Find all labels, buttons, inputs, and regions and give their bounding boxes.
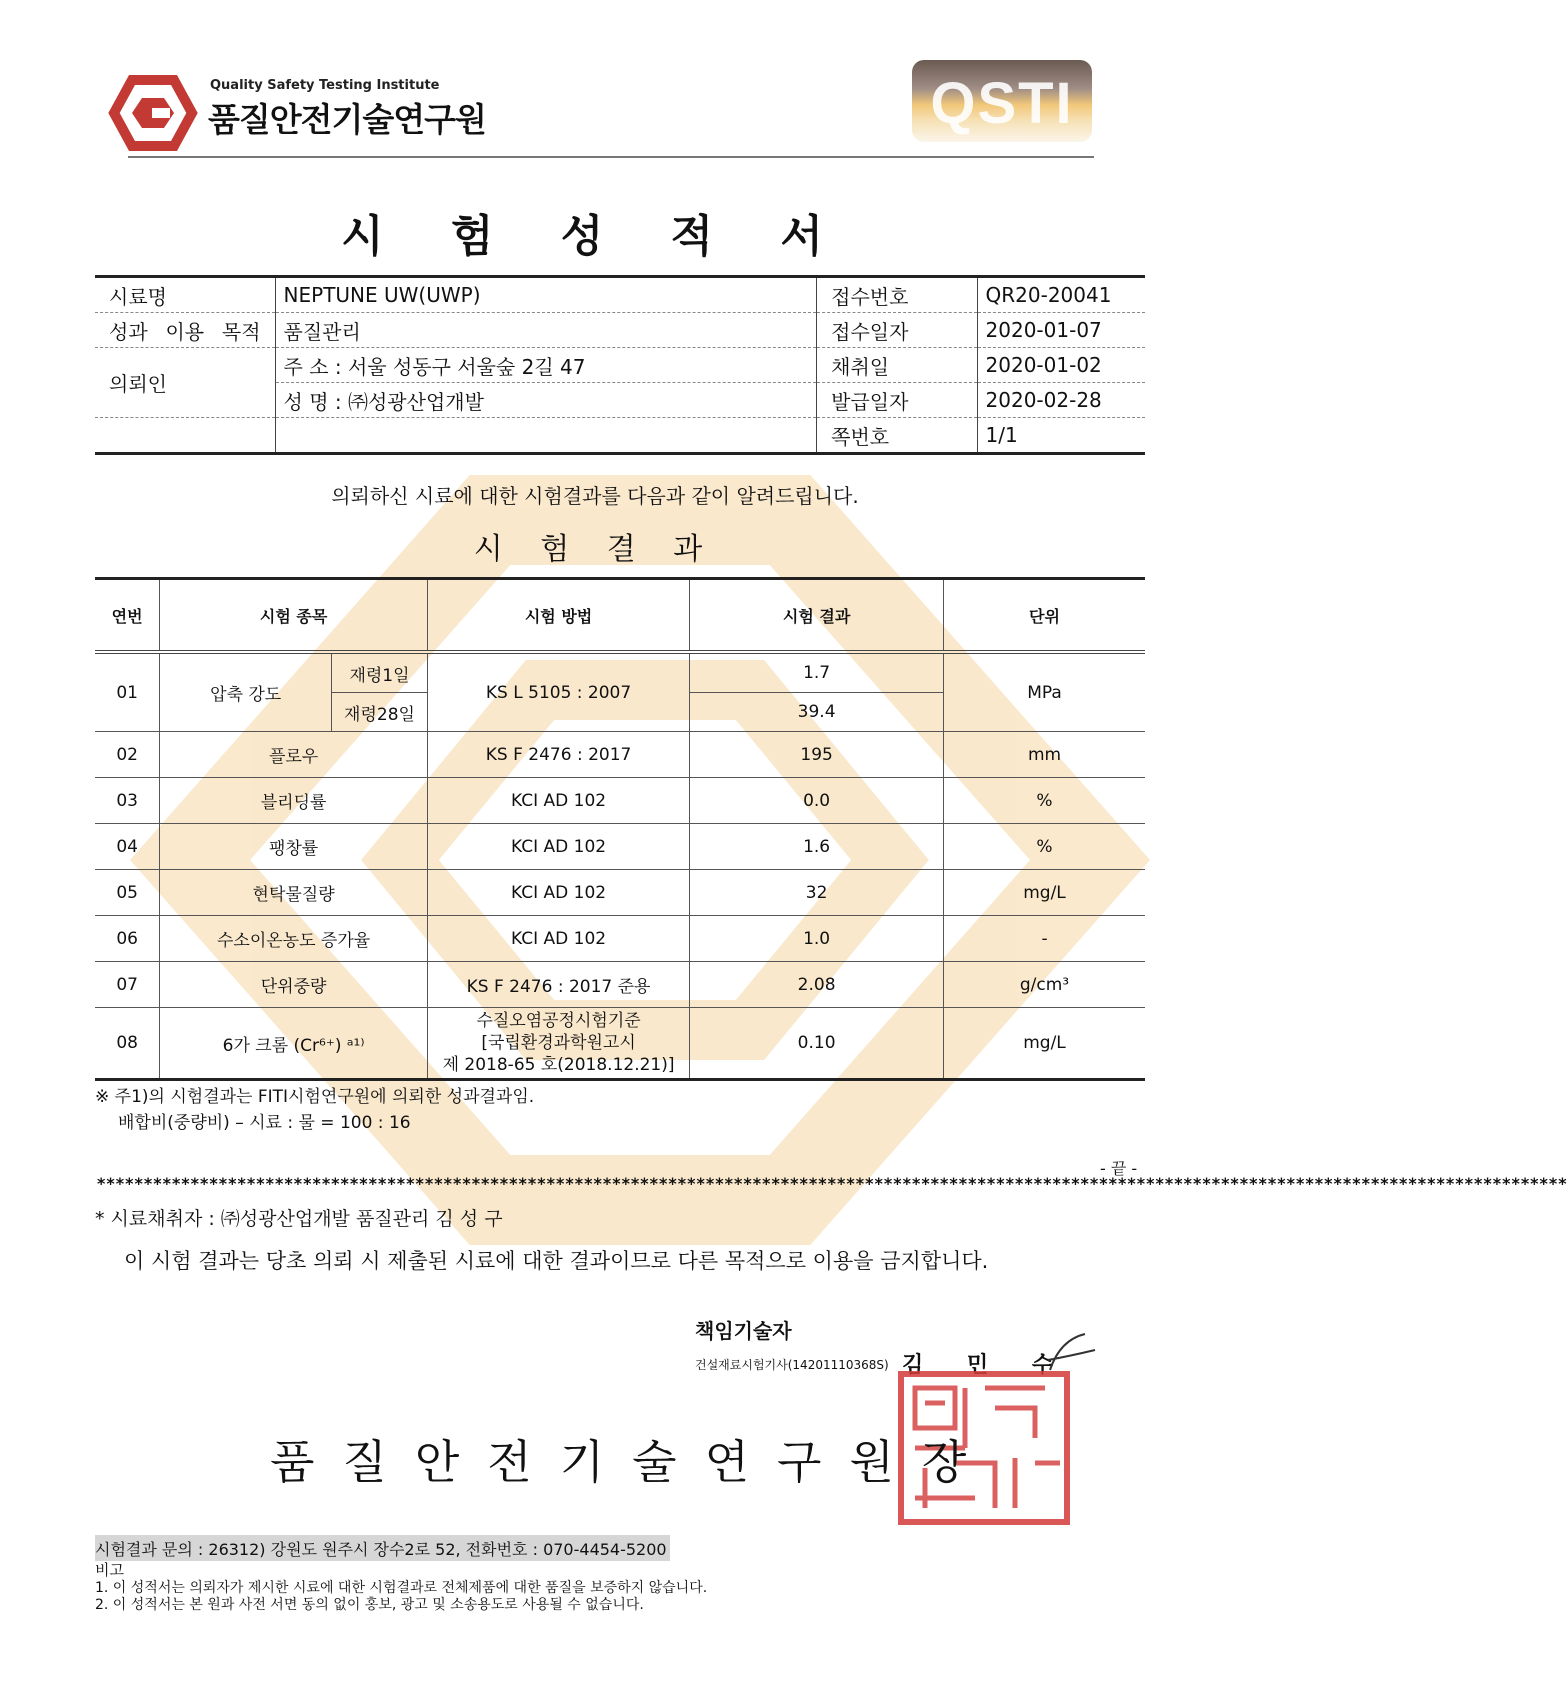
institute-logo <box>112 70 492 150</box>
client-name: 성 명 : ㈜성광산업개발 <box>275 383 817 418</box>
row-item: 수소이온농도 증가율 <box>160 916 428 962</box>
page-label: 쪽번호 <box>817 418 977 454</box>
row-no: 04 <box>95 824 160 870</box>
star-divider: ************************************************************************************************************************************************************* <box>97 1174 1568 1193</box>
receipt-date-label: 접수일자 <box>817 313 977 348</box>
page-number: 1/1 <box>977 418 1145 454</box>
quality-logo-icon <box>112 78 194 148</box>
mix-ratio-note: 배합비(중량비) – 시료 : 물 = 100 : 16 <box>118 1113 411 1133</box>
row-method: KCI AD 102 <box>427 916 689 962</box>
remark-1: 1. 이 성적서는 의뢰자가 제시한 시료에 대한 시험결과로 전체제품에 대한 품질을 보증하지 않습니다. <box>95 1580 708 1596</box>
row-no: 01 <box>95 652 160 732</box>
row-no: 02 <box>95 732 160 778</box>
row-result: 0.0 <box>690 778 944 824</box>
row-item: 압축 강도 <box>160 652 332 732</box>
row-result: 0.10 <box>690 1008 944 1080</box>
license-text: 건설재료시험기사(14201110368S) <box>695 1358 889 1372</box>
issue-date-label: 발급일자 <box>817 383 977 418</box>
row-no: 08 <box>95 1008 160 1080</box>
issue-date: 2020-02-28 <box>977 383 1145 418</box>
row-unit: % <box>944 824 1145 870</box>
table-row <box>95 962 1145 1008</box>
remark-2: 2. 이 성적서는 본 원과 사전 서면 동의 없이 홍보, 광고 및 소송용도로 사용될 수 없습니다. <box>95 1597 644 1613</box>
responsible-label: 책임기술자 <box>695 1319 792 1343</box>
row-no: 06 <box>95 916 160 962</box>
client-address: 주 소 : 서울 성동구 서울숲 2길 47 <box>275 348 817 383</box>
header-item: 시험 종목 <box>160 579 428 653</box>
empty-label <box>95 418 275 454</box>
row-no: 03 <box>95 778 160 824</box>
row-unit: % <box>944 778 1145 824</box>
client-label: 의뢰인 <box>95 348 275 418</box>
receipt-no-label: 접수번호 <box>817 277 977 313</box>
row-result: 2.08 <box>690 962 944 1008</box>
qsti-badge-text: QSTI <box>930 71 1074 136</box>
signer-name: 김 민 수 <box>902 1353 1072 1378</box>
row-item: 현탁물질량 <box>160 870 428 916</box>
row-unit: - <box>944 916 1145 962</box>
row-subitem: 재령1일 <box>332 652 428 693</box>
row-no: 07 <box>95 962 160 1008</box>
row-unit: mg/L <box>944 1008 1145 1080</box>
results-table <box>95 577 1145 1081</box>
prohibition-text: 이 시험 결과는 당초 의뢰 시 제출된 시료에 대한 결과이므로 다른 목적으로 이용을 금지합니다. <box>124 1249 989 1273</box>
row-item: 팽창률 <box>160 824 428 870</box>
results-title: 시 험 결 과 <box>473 532 717 567</box>
row-item: 플로우 <box>160 732 428 778</box>
table-row <box>95 824 1145 870</box>
method-line: [국립환경과학원고시 <box>481 1033 636 1053</box>
row-item: 단위중량 <box>160 962 428 1008</box>
row-method: KCI AD 102 <box>427 778 689 824</box>
sampling-date: 2020-01-02 <box>977 348 1145 383</box>
sample-name-label: 시료명 <box>95 277 275 313</box>
header-no: 연번 <box>95 579 160 653</box>
document-title: 시 험 성 적 서 <box>341 211 849 262</box>
remarks-label: 비고 <box>95 1561 124 1579</box>
institute-name-ko: 품질안전기술연구원 <box>208 100 486 139</box>
row-item: 6가 크롬 (Cr⁶⁺) ᵃ¹⁾ <box>160 1008 428 1080</box>
sampler-text: * 시료채취자 : ㈜성광산업개발 품질관리 김 성 구 <box>95 1208 503 1230</box>
row-result: 32 <box>690 870 944 916</box>
row-method: KS F 2476 : 2017 준용 <box>427 962 689 1008</box>
qsti-badge <box>912 60 1092 142</box>
row-item: 블리딩률 <box>160 778 428 824</box>
row-unit: g/cm³ <box>944 962 1145 1008</box>
row-result: 1.7 <box>690 652 944 693</box>
method-line: 수질오염공정시험기준 <box>476 1011 641 1031</box>
header-method: 시험 방법 <box>427 579 689 653</box>
table-row <box>95 778 1145 824</box>
row-result: 195 <box>690 732 944 778</box>
table-row <box>95 1008 1145 1080</box>
institute-name-en: Quality Safety Testing Institute <box>210 78 440 93</box>
institute-head-title: 품질안전기술연구원장 <box>270 1435 995 1489</box>
end-mark: - 끝 - <box>1100 1159 1138 1178</box>
table-row <box>95 652 1145 693</box>
info-table <box>95 275 1145 455</box>
row-method <box>427 1008 689 1080</box>
method-line: 제 2018-65 호(2018.12.21)] <box>442 1055 675 1075</box>
row-unit: mm <box>944 732 1145 778</box>
sample-name: NEPTUNE UW(UWP) <box>275 277 817 313</box>
row-result: 39.4 <box>690 693 944 732</box>
notice-text: 의뢰하신 시료에 대한 시험결과를 다음과 같이 알려드립니다. <box>331 484 859 508</box>
purpose: 품질관리 <box>275 313 817 348</box>
row-method: KCI AD 102 <box>427 824 689 870</box>
row-unit: MPa <box>944 652 1145 732</box>
row-no: 05 <box>95 870 160 916</box>
row-method: KS L 5105 : 2007 <box>427 652 689 732</box>
row-unit: mg/L <box>944 870 1145 916</box>
purpose-label: 성과 이용 목적 <box>95 313 275 348</box>
sampling-date-label: 채취일 <box>817 348 977 383</box>
row-result: 1.6 <box>690 824 944 870</box>
row-subitem: 재령28일 <box>332 693 428 732</box>
receipt-date: 2020-01-07 <box>977 313 1145 348</box>
footnote-1: ※ 주1)의 시험결과는 FITI시험연구원에 의뢰한 성과결과임. <box>95 1087 535 1107</box>
header-result: 시험 결과 <box>690 579 944 653</box>
row-result: 1.0 <box>690 916 944 962</box>
table-row <box>95 732 1145 778</box>
header-unit: 단위 <box>944 579 1145 653</box>
empty-value <box>275 418 817 454</box>
row-method: KS F 2476 : 2017 <box>427 732 689 778</box>
table-row <box>95 916 1145 962</box>
row-method: KCI AD 102 <box>427 870 689 916</box>
receipt-no: QR20-20041 <box>977 277 1145 313</box>
inquiry-text: 시험결과 문의 : 26312) 강원도 원주시 장수2로 52, 전화번호 : 070-4454-5200 <box>95 1540 667 1559</box>
table-row <box>95 870 1145 916</box>
header-divider <box>128 156 1094 158</box>
